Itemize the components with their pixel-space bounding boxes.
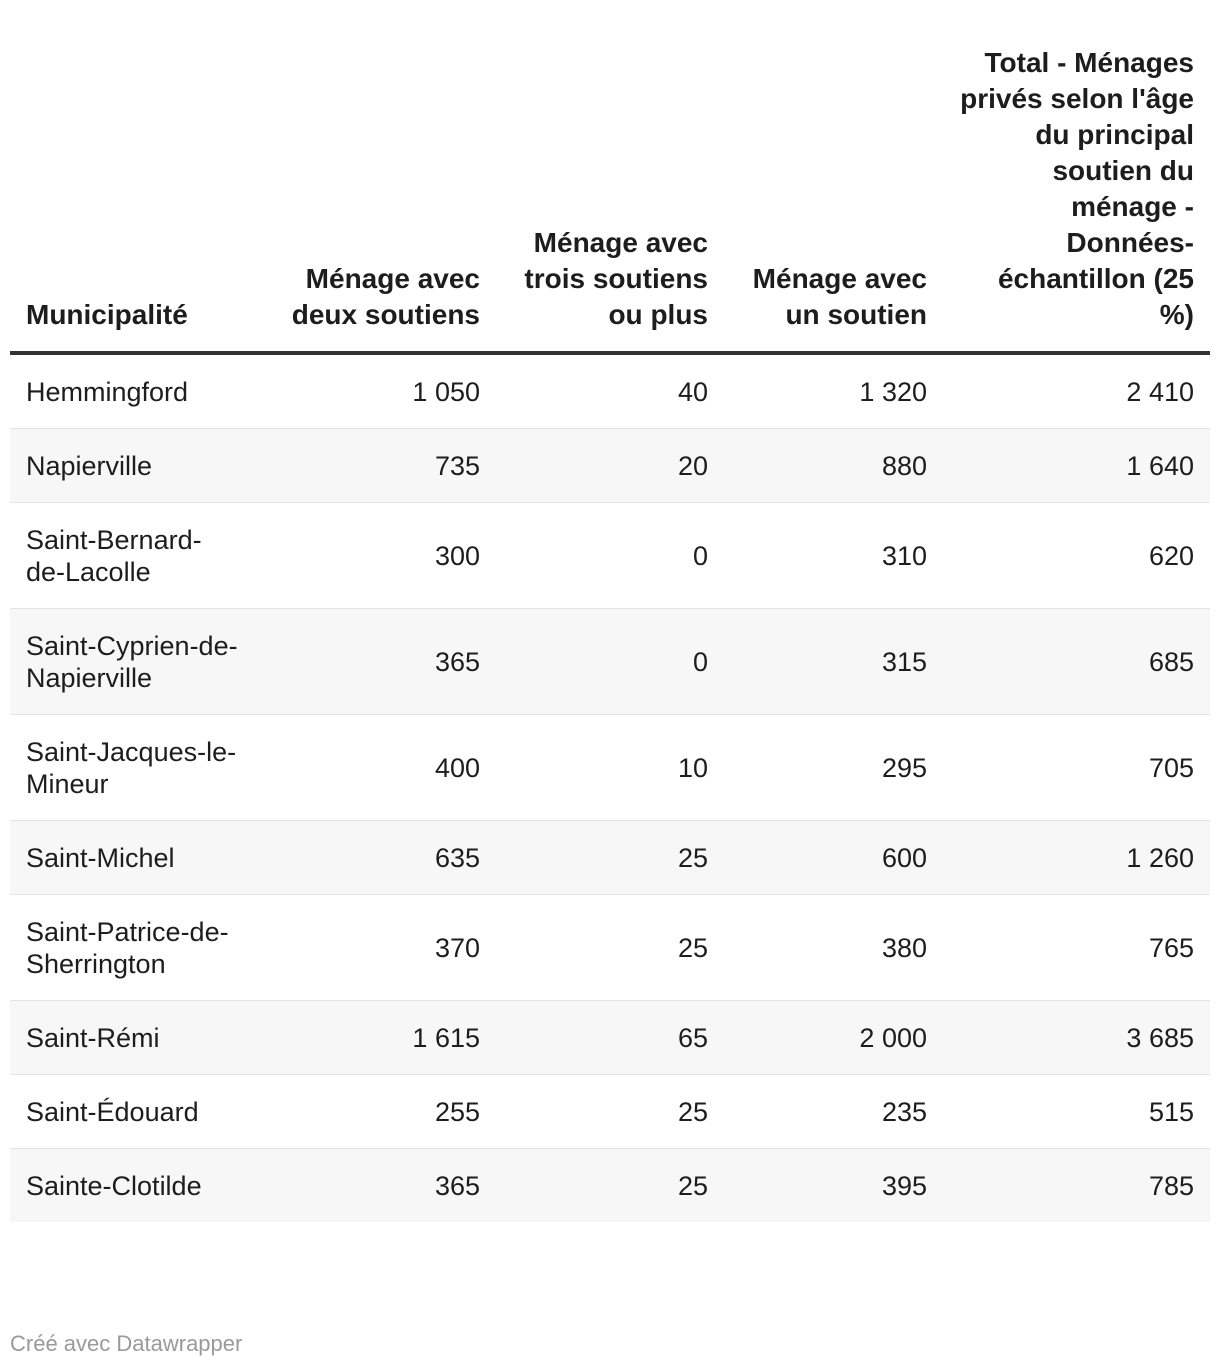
table-cell: 765 [943,895,1210,1001]
table-cell: 1 050 [254,353,496,429]
table-cell: 365 [254,609,496,715]
table-cell: 40 [496,353,724,429]
table-cell: 620 [943,503,1210,609]
table-cell: 10 [496,715,724,821]
table-cell: 65 [496,1001,724,1075]
table-row [10,1149,1210,1223]
column-header[interactable]: Municipalité [10,0,254,353]
table-cell: 295 [724,715,943,821]
table-cell: 25 [496,895,724,1001]
datawrapper-credit[interactable]: Créé avec Datawrapper [10,1331,243,1356]
table-cell: 705 [943,715,1210,821]
table-cell: 380 [724,895,943,1001]
table-cell: 25 [496,1149,724,1223]
table-cell: 400 [254,715,496,821]
table-cell: 25 [496,1075,724,1149]
table-cell: 735 [254,429,496,503]
table-cell: Saint-Rémi [10,1001,254,1075]
table-header-row [10,0,1210,353]
table-cell: Hemmingford [10,353,254,429]
table-cell: Saint-Patrice-de-Sherrington [10,895,254,1001]
table-cell: 365 [254,1149,496,1223]
table-cell: Saint-Bernard-de-Lacolle [10,503,254,609]
table-row [10,715,1210,821]
table-cell: 315 [724,609,943,715]
table-row [10,1075,1210,1149]
data-table-container [10,0,1210,1222]
table-cell: 1 615 [254,1001,496,1075]
table-row [10,895,1210,1001]
column-header[interactable]: Ménage avec deux soutiens [254,0,496,353]
table-cell: Saint-Édouard [10,1075,254,1149]
table-cell: 370 [254,895,496,1001]
table-cell: 395 [724,1149,943,1223]
table-row [10,503,1210,609]
table-cell: 20 [496,429,724,503]
table-cell: 600 [724,821,943,895]
table-cell: 235 [724,1075,943,1149]
table-cell: 3 685 [943,1001,1210,1075]
table-row [10,1001,1210,1075]
data-table [10,0,1210,1222]
table-cell: Napierville [10,429,254,503]
table-cell: 255 [254,1075,496,1149]
table-row [10,353,1210,429]
table-row [10,609,1210,715]
table-cell: Sainte-Clotilde [10,1149,254,1223]
column-header[interactable]: Total - Ménages privés selon l'âge du principal soutien du ménage - Données-échantillon (25 %) [943,0,1210,353]
table-cell: 1 320 [724,353,943,429]
table-cell: 685 [943,609,1210,715]
table-cell: 1 260 [943,821,1210,895]
table-cell: 635 [254,821,496,895]
table-cell: 2 410 [943,353,1210,429]
table-cell: 1 640 [943,429,1210,503]
table-cell: 515 [943,1075,1210,1149]
table-cell: 300 [254,503,496,609]
column-header[interactable]: Ménage avec trois soutiens ou plus [496,0,724,353]
table-cell: 0 [496,503,724,609]
table-cell: 0 [496,609,724,715]
table-cell: Saint-Michel [10,821,254,895]
table-row [10,821,1210,895]
table-cell: 785 [943,1149,1210,1223]
table-cell: 310 [724,503,943,609]
table-row [10,429,1210,503]
column-header[interactable]: Ménage avec un soutien [724,0,943,353]
table-cell: 2 000 [724,1001,943,1075]
table-cell: 25 [496,821,724,895]
table-cell: Saint-Jacques-le-Mineur [10,715,254,821]
table-cell: 880 [724,429,943,503]
table-cell: Saint-Cyprien-de-Napierville [10,609,254,715]
